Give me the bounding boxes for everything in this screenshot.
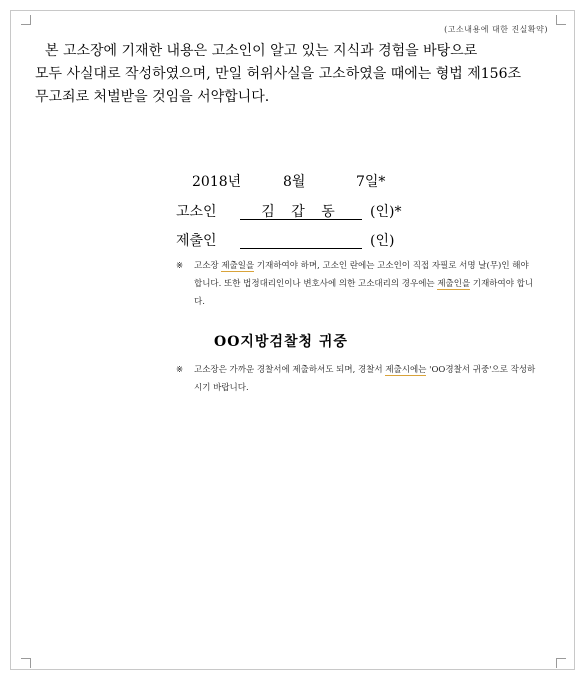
note-text: 기재하여야 합니다. (194, 279, 534, 307)
note-text: 고소장은 가까운 경찰서에 제출하셔도 되며, 경찰서 (194, 365, 386, 375)
submitter-name-field[interactable] (240, 230, 362, 249)
complainant-seal: (인)* (370, 204, 402, 220)
date-year: 2018년 (192, 174, 242, 190)
signature-note (176, 257, 536, 311)
highlighted-term: 제출일을 (221, 261, 255, 271)
page-corner-mark (21, 658, 31, 668)
complainant-label: 고소인 (176, 204, 217, 220)
note-text: 'OO경찰서 귀중'으로 작성하시기 바랍니다. (194, 365, 536, 393)
date-row (0, 171, 586, 191)
office-title: OO지방검찰청 귀중 (214, 334, 348, 350)
page-corner-mark (556, 658, 566, 668)
oath-line: 본 고소장에 기재한 내용은 고소인이 알고 있는 지식과 경험을 바탕으로 (45, 43, 478, 59)
complainant-name-field[interactable]: 김 갑 동 (240, 201, 362, 220)
oath-paragraph (35, 40, 555, 109)
page-corner-mark (21, 15, 31, 25)
office-note (176, 361, 536, 397)
reference-mark: ※ (176, 261, 184, 271)
reference-mark: ※ (176, 365, 184, 375)
highlighted-term: 제출시에는 (385, 365, 427, 375)
date-day: 7일* (356, 174, 386, 190)
submitter-row (0, 230, 586, 252)
submitter-seal: (인) (370, 233, 395, 249)
note-text: 고소장 (194, 261, 222, 271)
note-text: 기재하여야 하며, 고소인 란에는 고소인이 직접 자필로 서명 날(무)인 해야 합니다. 또한 법정대리인이나 변호사에 의한 고소대리의 경우에는 (194, 261, 529, 289)
oath-line: 모두 사실대로 작성하였으며, 만일 허위사실을 고소하였을 때에는 형법 제156조 (35, 66, 522, 82)
oath-line: 무고죄로 처벌받을 것임을 서약합니다. (35, 89, 270, 105)
highlighted-term: 제출인을 (437, 279, 471, 289)
submitter-label: 제출인 (176, 233, 217, 249)
date-month: 8월 (283, 174, 306, 190)
complainant-row (0, 201, 586, 223)
header-note: (고소내용에 대한 진실확약) (444, 25, 548, 34)
page-corner-mark (556, 15, 566, 25)
